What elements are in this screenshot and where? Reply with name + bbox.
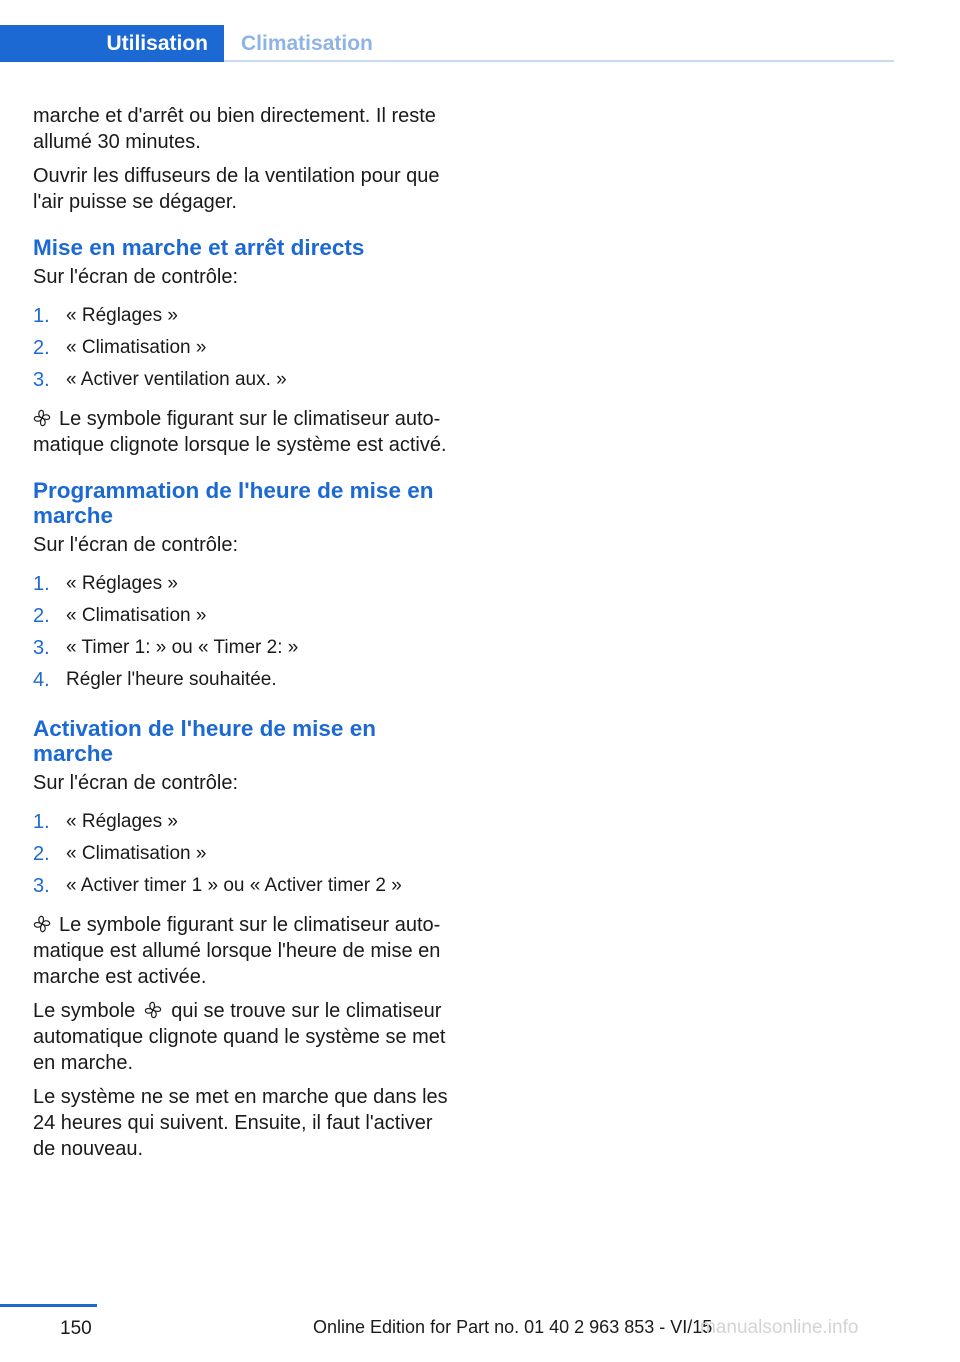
note-text: Le symbole figurant sur le climatiseur automatique est allumé lorsque l'heure de mise en marche est activée. bbox=[33, 914, 441, 988]
step-number: 4. bbox=[33, 669, 50, 691]
footer-divider bbox=[0, 1304, 97, 1307]
fan-icon bbox=[144, 1001, 162, 1019]
list-item bbox=[33, 870, 449, 902]
step-number: 2. bbox=[33, 337, 50, 359]
step-number: 1. bbox=[33, 811, 50, 833]
closing-paragraph: Le système ne se met en marche que dans les 24 heures qui suivent. Ensuite, il faut l'activer de nouveau. bbox=[33, 1086, 448, 1160]
header-divider bbox=[224, 60, 894, 62]
step-number: 3. bbox=[33, 369, 50, 391]
page-number: 150 bbox=[60, 1318, 92, 1339]
section-lead-direct: Sur l'écran de contrôle: bbox=[33, 266, 239, 288]
steps-list-direct bbox=[33, 300, 449, 396]
step-text: « Timer 1: » ou « Timer 2: » bbox=[66, 637, 299, 658]
page-content bbox=[33, 103, 449, 1170]
tab-utilisation: Utilisation bbox=[0, 25, 224, 62]
step-text: « Réglages » bbox=[66, 305, 178, 326]
section-title-activation: Activation de l'heure de mise en marche bbox=[33, 716, 376, 766]
step-number: 3. bbox=[33, 637, 50, 659]
step-number: 2. bbox=[33, 843, 50, 865]
symbol-text-before: Le symbole bbox=[33, 1000, 136, 1022]
step-text: « Climatisation » bbox=[66, 337, 207, 358]
step-number: 2. bbox=[33, 605, 50, 627]
note-activation bbox=[33, 912, 449, 990]
step-number: 1. bbox=[33, 573, 50, 595]
step-text: « Climatisation » bbox=[66, 843, 207, 864]
edition-note: Online Edition for Part no. 01 40 2 963 853 - VI/15 bbox=[313, 1317, 713, 1337]
page-header bbox=[0, 0, 894, 62]
fan-icon bbox=[33, 915, 51, 933]
step-number: 1. bbox=[33, 305, 50, 327]
section-lead-program: Sur l'écran de contrôle: bbox=[33, 534, 239, 556]
list-item bbox=[33, 568, 449, 600]
list-item bbox=[33, 300, 449, 332]
list-item bbox=[33, 838, 449, 870]
fan-icon bbox=[33, 409, 51, 427]
step-text: « Climatisation » bbox=[66, 605, 207, 626]
steps-list-program bbox=[33, 568, 449, 696]
list-item bbox=[33, 632, 449, 664]
tab-climatisation: Climatisation bbox=[241, 32, 373, 55]
symbol-text-after: qui se trouve sur le climatiseur automatique clignote quand le système se met en marche. bbox=[33, 1000, 446, 1074]
section-title-program: Programmation de l'heure de mise en marche bbox=[33, 478, 434, 528]
section-lead-activation: Sur l'écran de contrôle: bbox=[33, 772, 239, 794]
note-direct bbox=[33, 406, 449, 458]
section-title-direct: Mise en marche et arrêt directs bbox=[33, 235, 365, 260]
note-text: Le symbole figurant sur le climatiseur automatique clignote lorsque le système est activé. bbox=[33, 408, 447, 456]
steps-list-activation bbox=[33, 806, 449, 902]
step-text: « Réglages » bbox=[66, 811, 178, 832]
list-item bbox=[33, 364, 449, 396]
list-item bbox=[33, 600, 449, 632]
intro-paragraph-2: Ouvrir les diffuseurs de la ventilation pour que l'air puisse se dégager. bbox=[33, 165, 440, 213]
step-number: 3. bbox=[33, 875, 50, 897]
intro-paragraph-1: marche et d'arrêt ou bien directement. Il reste allumé 30 minutes. bbox=[33, 105, 436, 153]
step-text: « Réglages » bbox=[66, 573, 178, 594]
step-text: « Activer timer 1 » ou « Activer timer 2 » bbox=[66, 875, 402, 896]
symbol-paragraph bbox=[33, 998, 449, 1076]
step-text: « Activer ventilation aux. » bbox=[66, 369, 287, 390]
step-text: Régler l'heure souhaitée. bbox=[66, 669, 277, 690]
list-item bbox=[33, 332, 449, 364]
watermark: manualsonline.info bbox=[700, 1317, 859, 1338]
list-item bbox=[33, 806, 449, 838]
list-item bbox=[33, 664, 449, 696]
